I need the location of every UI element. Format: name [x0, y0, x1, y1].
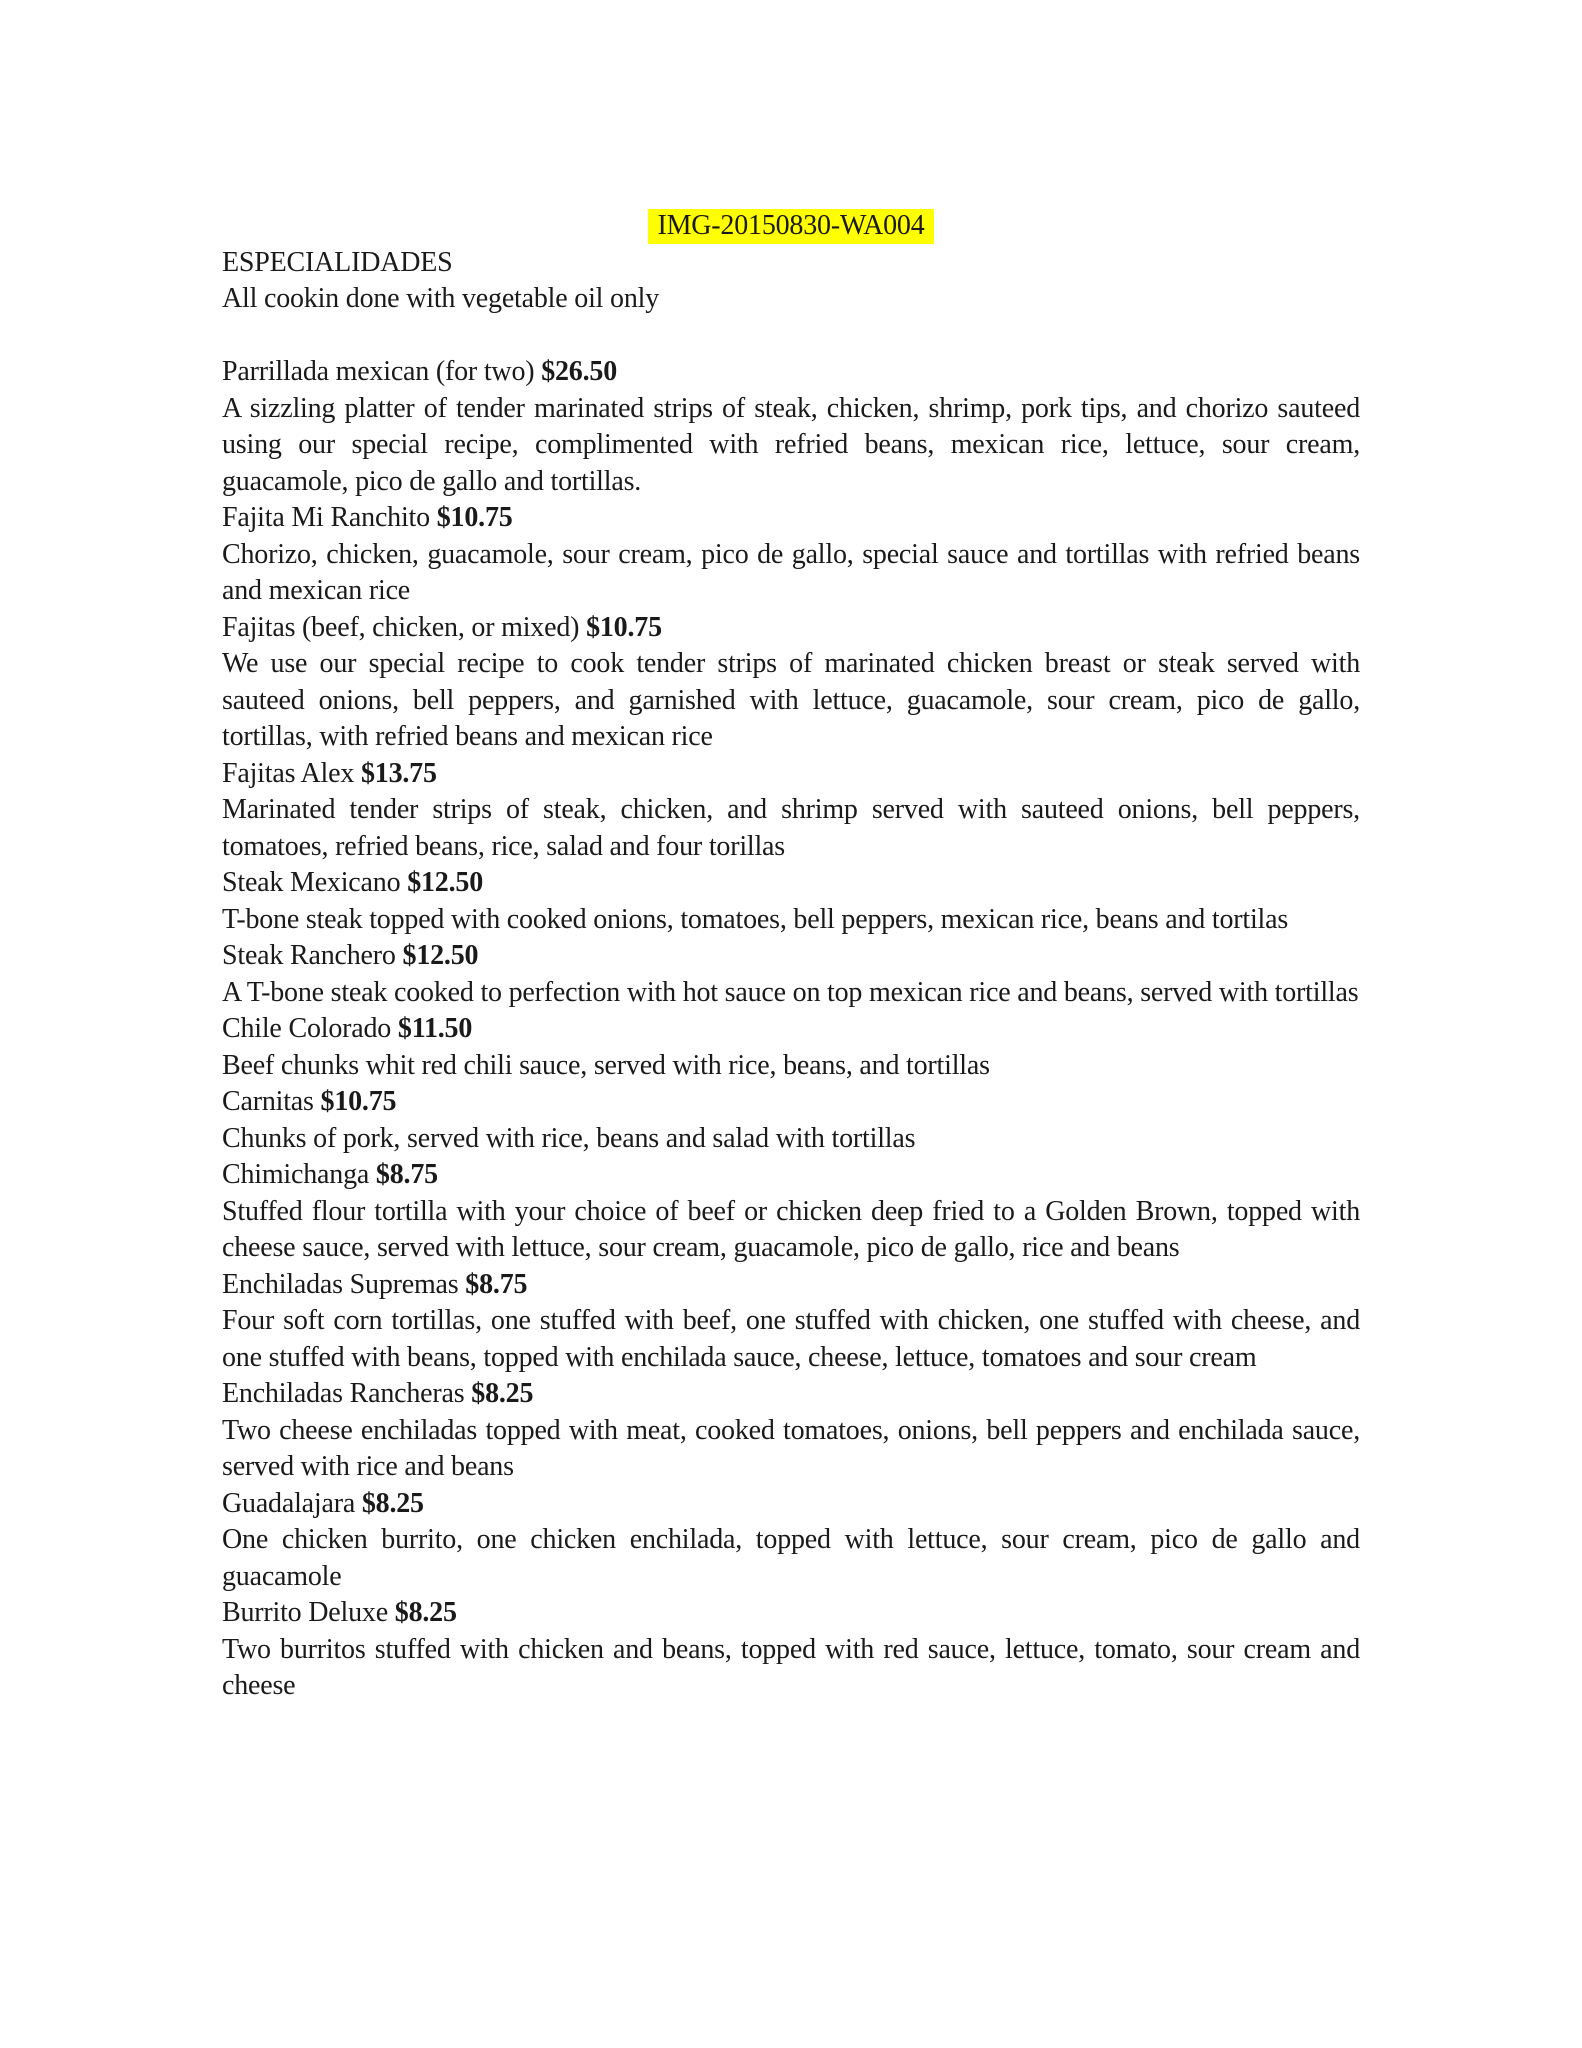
menu-item-description: Stuffed flour tortilla with your choice of beef or chicken deep fried to a Golden Brown, topped with cheese sauce, served with lettuce, sour cream, guacamole, pico de gallo, rice and beans [222, 1195, 1360, 1263]
menu-item [222, 1486, 1360, 1596]
menu-item-description: Two cheese enchiladas topped with meat, cooked tomatoes, onions, bell peppers and enchilada sauce, served with rice and beans [222, 1414, 1360, 1482]
menu-item-title [222, 610, 1360, 647]
menu-item-title [222, 500, 1360, 537]
menu-item-name: Steak Ranchero [222, 940, 396, 971]
menu-item [222, 610, 1360, 756]
menu-item-name: Chimichanga [222, 1159, 370, 1190]
menu-item-price: $8.25 [394, 1597, 457, 1628]
menu-item-name: Guadalajara [222, 1487, 356, 1519]
menu-item-price: $10.75 [586, 611, 662, 643]
menu-item-title [222, 1595, 1360, 1632]
menu-item-name: Steak Mexicano [222, 867, 401, 898]
menu-item [222, 865, 1360, 938]
menu-item-price: $10.75 [320, 1086, 397, 1117]
menu-item-title [222, 1084, 1360, 1121]
menu-item-title [222, 1376, 1360, 1413]
menu-item [222, 756, 1360, 866]
menu-item-price: $26.50 [541, 356, 618, 387]
menu-item-description: Marinated tender strips of steak, chicken, and shrimp served with sauteed onions, bell peppers, tomatoes, refried beans, rice, salad and four torillas [222, 794, 1360, 862]
menu-item-description: Two burritos stuffed with chicken and beans, topped with red sauce, lettuce, tomato, sour cream and cheese [222, 1633, 1360, 1701]
menu-item-name: Enchiladas Supremas [222, 1268, 459, 1300]
image-title-row [222, 208, 1360, 245]
menu-item-name: Fajitas Alex [222, 757, 355, 789]
menu-item-title [222, 354, 1360, 391]
menu-item-title [222, 865, 1360, 902]
menu-item [222, 1011, 1360, 1084]
menu-item-name: Chile Colorado [222, 1013, 392, 1044]
menu-item-name: Fajitas (beef, chicken, or mixed) [222, 611, 580, 643]
section-heading: ESPECIALIDADES [222, 246, 453, 278]
menu-item-title [222, 1157, 1360, 1194]
menu-item-title [222, 1011, 1360, 1048]
menu-item-price: $11.50 [397, 1013, 473, 1044]
menu-item-price: $10.75 [436, 502, 513, 533]
menu-item-description: Beef chunks whit red chili sauce, served with rice, beans, and tortillas [222, 1049, 990, 1081]
menu-item-name: Carnitas [222, 1086, 314, 1117]
menu-item-price: $8.25 [471, 1378, 534, 1409]
menu-item-title [222, 756, 1360, 793]
menu-item-price: $13.75 [360, 757, 437, 789]
menu-item [222, 1084, 1360, 1157]
menu-item-description: Chunks of pork, served with rice, beans and salad with tortillas [222, 1122, 916, 1154]
menu-item-name: Fajita Mi Ranchito [222, 502, 430, 533]
menu-item [222, 1595, 1360, 1705]
menu-item-name: Burrito Deluxe [222, 1597, 388, 1628]
menu-item-title [222, 1486, 1360, 1523]
image-filename-highlight: IMG-20150830-WA004 [648, 209, 933, 244]
menu-item-name: Parrillada mexican (for two) [222, 356, 535, 387]
menu-item-description: A T-bone steak cooked to perfection with hot sauce on top mexican rice and beans, served with tortillas [222, 976, 1359, 1008]
menu-item-description: One chicken burrito, one chicken enchilada, topped with lettuce, sour cream, pico de gallo and guacamole [222, 1524, 1360, 1592]
menu-item-title [222, 938, 1360, 975]
menu-item-name: Enchiladas Rancheras [222, 1378, 465, 1409]
menu-item-price: $8.25 [361, 1487, 424, 1519]
menu-item [222, 1267, 1360, 1377]
menu-item-price: $12.50 [407, 867, 483, 898]
menu-item-description: We use our special recipe to cook tender strips of marinated chicken breast or steak served with sauteed onions, bell peppers, and garnished with lettuce, guacamole, sour cream, pico de gallo, tortillas, with refried beans and mexican rice [222, 648, 1360, 752]
menu-item-description: T-bone steak topped with cooked onions, tomatoes, bell peppers, mexican rice, beans and tortilas [222, 903, 1289, 935]
menu-item-price: $8.75 [375, 1159, 438, 1190]
menu-item-title [222, 1267, 1360, 1304]
menu-item [222, 1157, 1360, 1267]
menu-item-description: Four soft corn tortillas, one stuffed with beef, one stuffed with chicken, one stuffed with cheese, and one stuffed with beans, topped with enchilada sauce, cheese, lettuce, tomatoes and sour cream [222, 1305, 1360, 1373]
menu-item-description: Chorizo, chicken, guacamole, sour cream, pico de gallo, special sauce and tortillas with refried beans and mexican rice [222, 538, 1360, 606]
menu-item [222, 354, 1360, 500]
menu-list [222, 354, 1360, 1705]
menu-item-description: A sizzling platter of tender marinated strips of steak, chicken, shrimp, pork tips, and chorizo sauteed using our special recipe, complimented with refried beans, mexican rice, lettuce, sour cream, guacamole, pico de gallo and tortillas. [222, 392, 1360, 497]
menu-item-price: $8.75 [465, 1268, 528, 1300]
menu-item-price: $12.50 [402, 940, 479, 971]
menu-item [222, 1376, 1360, 1486]
menu-item [222, 938, 1360, 1011]
section-note: All cookin done with vegetable oil only [222, 283, 660, 314]
menu-item [222, 500, 1360, 610]
